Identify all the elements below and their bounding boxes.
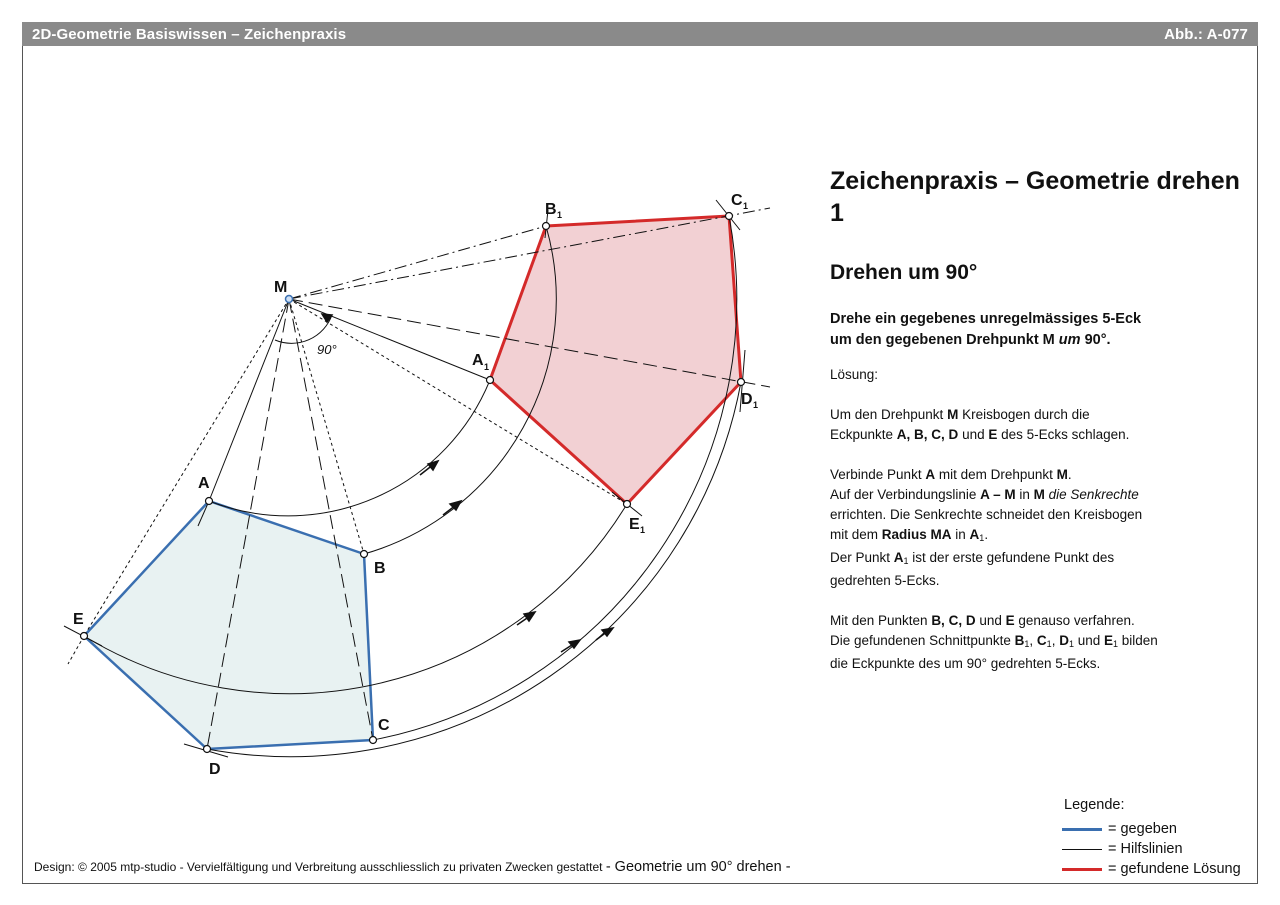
label-d: D	[209, 761, 221, 778]
t: 1	[1113, 639, 1119, 649]
t: Verbinde Punkt	[830, 467, 926, 482]
page-title: Zeichenpraxis – Geometrie drehen 1	[830, 167, 1240, 227]
point-a	[206, 498, 213, 505]
legend-swatch-helper	[1062, 849, 1102, 850]
label-e1-sub: 1	[640, 525, 646, 535]
t: Radius MA	[881, 527, 952, 542]
label-b: B	[374, 560, 386, 577]
given-pentagon	[84, 501, 373, 749]
t: ,	[1051, 633, 1060, 648]
point-d	[204, 746, 211, 753]
t: E	[1104, 633, 1114, 648]
point-a1	[487, 377, 494, 384]
t: M	[947, 407, 959, 422]
t: 1	[979, 533, 985, 543]
t: mit dem Drehpunkt	[935, 467, 1057, 482]
t: .	[984, 527, 989, 542]
label-b1-sub: 1	[557, 210, 563, 220]
t: ,	[1029, 633, 1037, 648]
header-title: 2D-Geometrie Basiswissen – Zeichenpraxis	[32, 25, 347, 43]
t: 1	[1024, 639, 1030, 649]
angle-arrow-head	[322, 314, 332, 322]
t: Eckpunkte	[830, 427, 897, 442]
label-a1-sub: 1	[484, 362, 490, 372]
ext-e	[68, 636, 84, 664]
t: A, B, C, D	[896, 427, 959, 442]
footer-note	[34, 859, 791, 875]
solution-pentagon	[490, 216, 741, 504]
legend-item-solution	[1062, 859, 1241, 879]
legend-label-solution: = gefundene Lösung	[1108, 861, 1241, 877]
arc-a	[209, 380, 490, 516]
t: Der Punkt	[830, 550, 894, 565]
label-c1-sub: 1	[743, 201, 749, 211]
line-m-a	[209, 299, 289, 501]
t: bilden	[1118, 633, 1158, 648]
line-m-a1	[289, 299, 490, 380]
point-b1	[543, 223, 550, 230]
t: und	[1073, 633, 1104, 648]
t: in	[951, 527, 970, 542]
arrow-head-a	[428, 461, 438, 470]
task-line-1: Drehe ein gegebenes unregelmässiges 5-Eck	[830, 311, 1142, 327]
t: die Senkrechte	[1048, 487, 1139, 502]
paragraph-3	[830, 611, 1250, 674]
t: in	[1015, 487, 1034, 502]
t: ist der erste gefundene Punkt des	[908, 550, 1115, 565]
footer-topic: - Geometrie um 90° drehen -	[605, 859, 791, 875]
paragraph-2	[830, 465, 1250, 591]
line-m-b1	[289, 226, 546, 299]
point-m	[286, 296, 293, 303]
task-italic: um	[1058, 332, 1081, 348]
legend-swatch-given	[1062, 828, 1102, 831]
t: Auf der Verbindungslinie	[830, 487, 981, 502]
label-a: A	[198, 475, 210, 492]
t: Kreisbogen durch die	[958, 407, 1090, 422]
t: A	[893, 550, 904, 565]
legend-swatch-solution	[1062, 868, 1102, 871]
t: Die gefundenen Schnittpunkte	[830, 633, 1015, 648]
t: genauso verfahren.	[1014, 613, 1135, 628]
loesung-label: Lösung:	[830, 367, 879, 382]
t: B, C, D	[931, 613, 976, 628]
point-c	[370, 737, 377, 744]
legend-item-helper	[1062, 839, 1241, 859]
label-c1: C	[731, 192, 743, 209]
t: E	[1005, 613, 1015, 628]
task-line-2	[830, 330, 1250, 351]
t: 1	[1068, 639, 1074, 649]
legend-item-given	[1062, 819, 1241, 839]
t: C	[1036, 633, 1047, 648]
arrow-head-c	[569, 640, 580, 648]
point-b	[361, 551, 368, 558]
point-d1	[738, 379, 745, 386]
task-text-end: 90°.	[1080, 332, 1111, 348]
t: die Eckpunkte des um 90° gedrehten 5-Ecks.	[830, 656, 1101, 671]
explanation-panel	[830, 165, 1250, 694]
point-c1	[726, 213, 733, 220]
t: mit dem	[830, 527, 882, 542]
t: 1	[1046, 639, 1052, 649]
t: gedrehten 5-Ecks.	[830, 573, 940, 588]
label-c: C	[378, 717, 390, 734]
t: und	[958, 427, 989, 442]
label-d1: D	[741, 391, 753, 408]
subtitle: Drehen um 90°	[830, 261, 978, 284]
label-e1: E	[629, 516, 640, 533]
legend-label-given: = gegeben	[1108, 821, 1177, 837]
t: B	[1014, 633, 1025, 648]
t: A	[969, 527, 980, 542]
figure-number: Abb.: A-077	[1164, 25, 1248, 43]
label-a1: A	[472, 352, 484, 369]
legend-label-helper: = Hilfslinien	[1108, 841, 1183, 857]
t: E	[988, 427, 998, 442]
t: Um den Drehpunkt	[830, 407, 948, 422]
t: A – M	[980, 487, 1016, 502]
point-e1	[624, 501, 631, 508]
legend-title: Legende:	[1064, 797, 1125, 813]
t: Mit den Punkten	[830, 613, 932, 628]
t: des 5-Ecks schlagen.	[997, 427, 1130, 442]
t: D	[1059, 633, 1069, 648]
t: 1	[903, 556, 909, 566]
t: und	[975, 613, 1006, 628]
t: errichten. Die Senkrechte schneidet den Kreisbogen	[830, 507, 1143, 522]
t: M	[1033, 487, 1045, 502]
label-m: M	[274, 279, 288, 296]
task	[830, 309, 1250, 351]
label-e: E	[73, 611, 84, 628]
t: A	[925, 467, 936, 482]
task-text: um den gegebenen Drehpunkt M	[830, 332, 1059, 348]
angle-label: 90°	[317, 342, 337, 357]
label-d1-sub: 1	[753, 400, 759, 410]
paragraph-1	[830, 405, 1250, 445]
solution-text	[830, 365, 1250, 674]
label-b1: B	[545, 201, 557, 218]
copyright: Design: © 2005 mtp-studio - Vervielfältigung und Verbreitung ausschliesslich zu privaten Zwecken gestattet	[34, 860, 606, 874]
t: .	[1067, 467, 1072, 482]
legend	[1062, 797, 1241, 879]
point-e	[81, 633, 88, 640]
t: M	[1056, 467, 1068, 482]
